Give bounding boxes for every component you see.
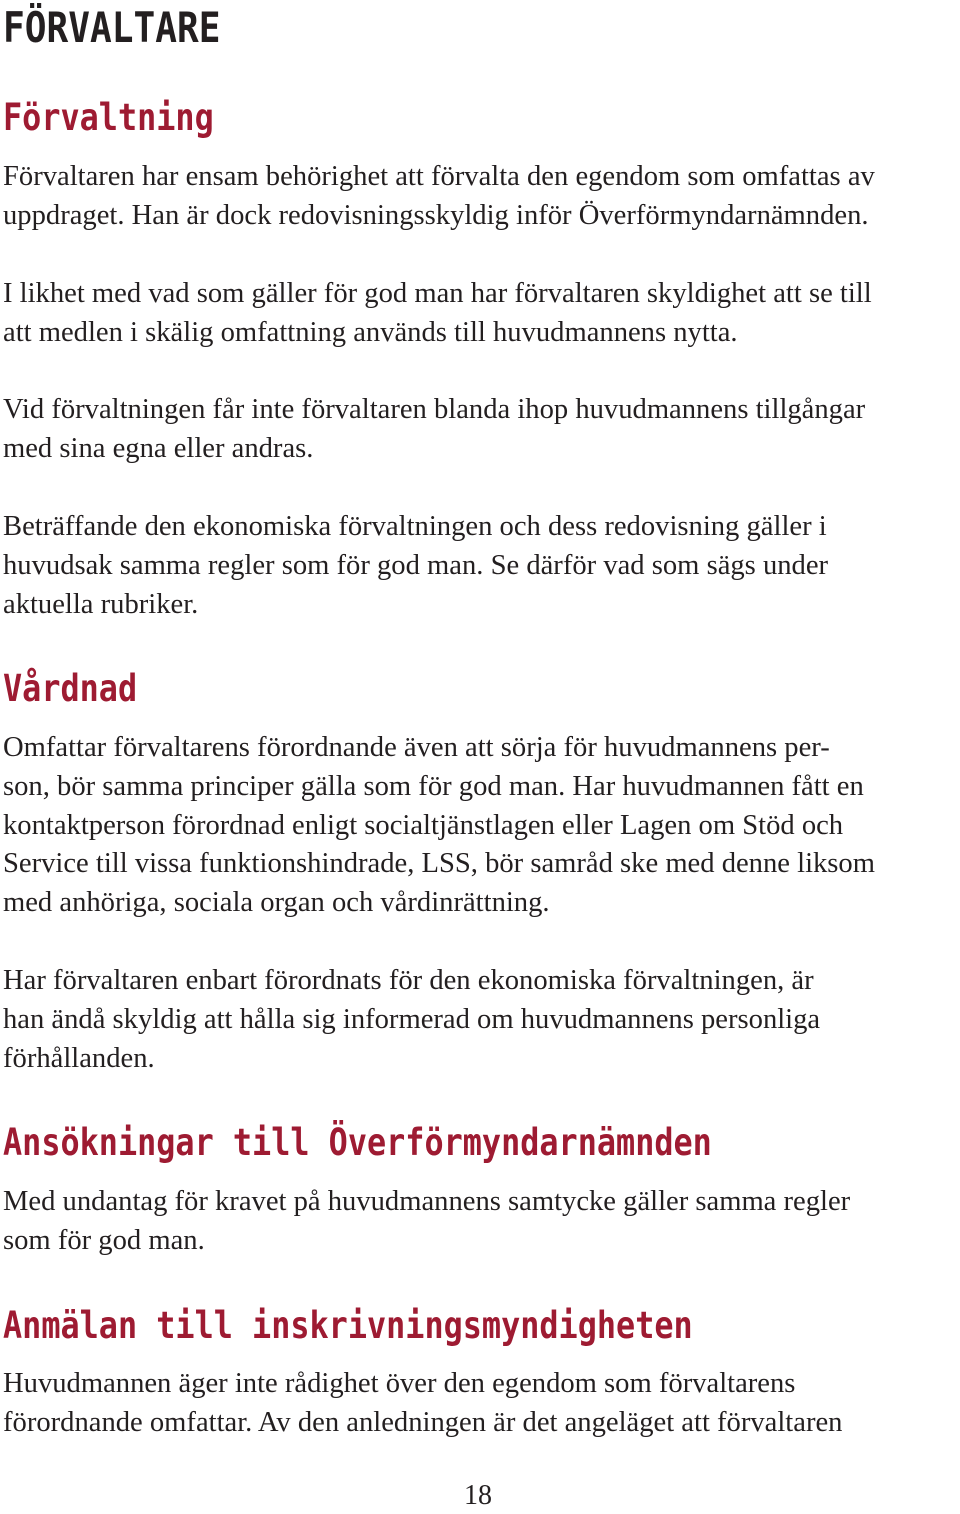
text-line: Förvaltaren har ensam behörighet att förvalta den egendom som omfattas av xyxy=(3,161,875,192)
text-line: I likhet med vad som gäller för god man har förvaltaren skyldighet att se till xyxy=(3,278,872,309)
text-line: Med undantag för kravet på huvudmannens samtycke gäller samma regler xyxy=(3,1186,851,1217)
text-line: aktuella rubriker. xyxy=(3,588,199,620)
section-heading-ansokningar: Ansökningar till Överförmyndarnämnden xyxy=(3,1121,712,1164)
text-line: Service till vissa funktionshindrade, LSS, bör samråd ske med denne liksom xyxy=(3,848,875,880)
text-line: förhållanden. xyxy=(3,1042,155,1074)
text-line: att medlen i skälig omfattning används till huvudmannens nytta. xyxy=(3,316,738,348)
text-line: Vid förvaltningen får inte förvaltaren blanda ihop huvudmannens tillgångar xyxy=(3,394,866,425)
paragraph xyxy=(3,508,960,624)
paragraph xyxy=(3,391,960,469)
text-line: Omfattar förvaltarens förordnande även att sörja för huvudmannens per- xyxy=(3,732,830,763)
text-line: Har förvaltaren enbart förordnats för den ekonomiska förvaltningen, är xyxy=(3,965,814,996)
paragraph xyxy=(3,158,960,236)
text-line: Huvudmannen äger inte rådighet över den egendom som förvaltarens xyxy=(3,1368,796,1399)
text-line: han ändå skyldig att hålla sig informerad om huvudmannens personliga xyxy=(3,1003,821,1035)
paragraph xyxy=(3,729,960,923)
text-line: som för god man. xyxy=(3,1224,205,1256)
text-line: Beträffande den ekonomiska förvaltningen och dess redovisning gäller i xyxy=(3,511,827,542)
page-number: 18 xyxy=(464,1480,492,1511)
text-line: med anhöriga, sociala organ och vårdinrättning. xyxy=(3,887,550,919)
text-line: uppdraget. Han är dock redovisningsskyldig inför Överförmyndarnämnden. xyxy=(3,199,869,231)
paragraph xyxy=(3,275,960,353)
page-title: FÖRVALTARE xyxy=(3,3,221,52)
text-line: kontaktperson förordnad enligt socialtjänstlagen eller Lagen om Stöd och xyxy=(3,809,844,841)
paragraph xyxy=(3,1365,960,1443)
section-heading-forvaltning: Förvaltning xyxy=(3,96,214,139)
paragraph xyxy=(3,1183,960,1261)
text-line: huvudsak samma regler som för god man. Se därför vad som sägs under xyxy=(3,549,829,581)
text-line: förordnande omfattar. Av den anledningen är det angeläget att förvaltaren xyxy=(3,1406,843,1438)
section-heading-vardnad: Vårdnad xyxy=(3,667,138,710)
section-heading-anmalan: Anmälan till inskrivningsmyndigheten xyxy=(3,1304,693,1347)
paragraph xyxy=(3,962,960,1078)
text-line: med sina egna eller andras. xyxy=(3,432,314,464)
text-line: son, bör samma principer gälla som för god man. Har huvudmannen fått en xyxy=(3,770,864,802)
